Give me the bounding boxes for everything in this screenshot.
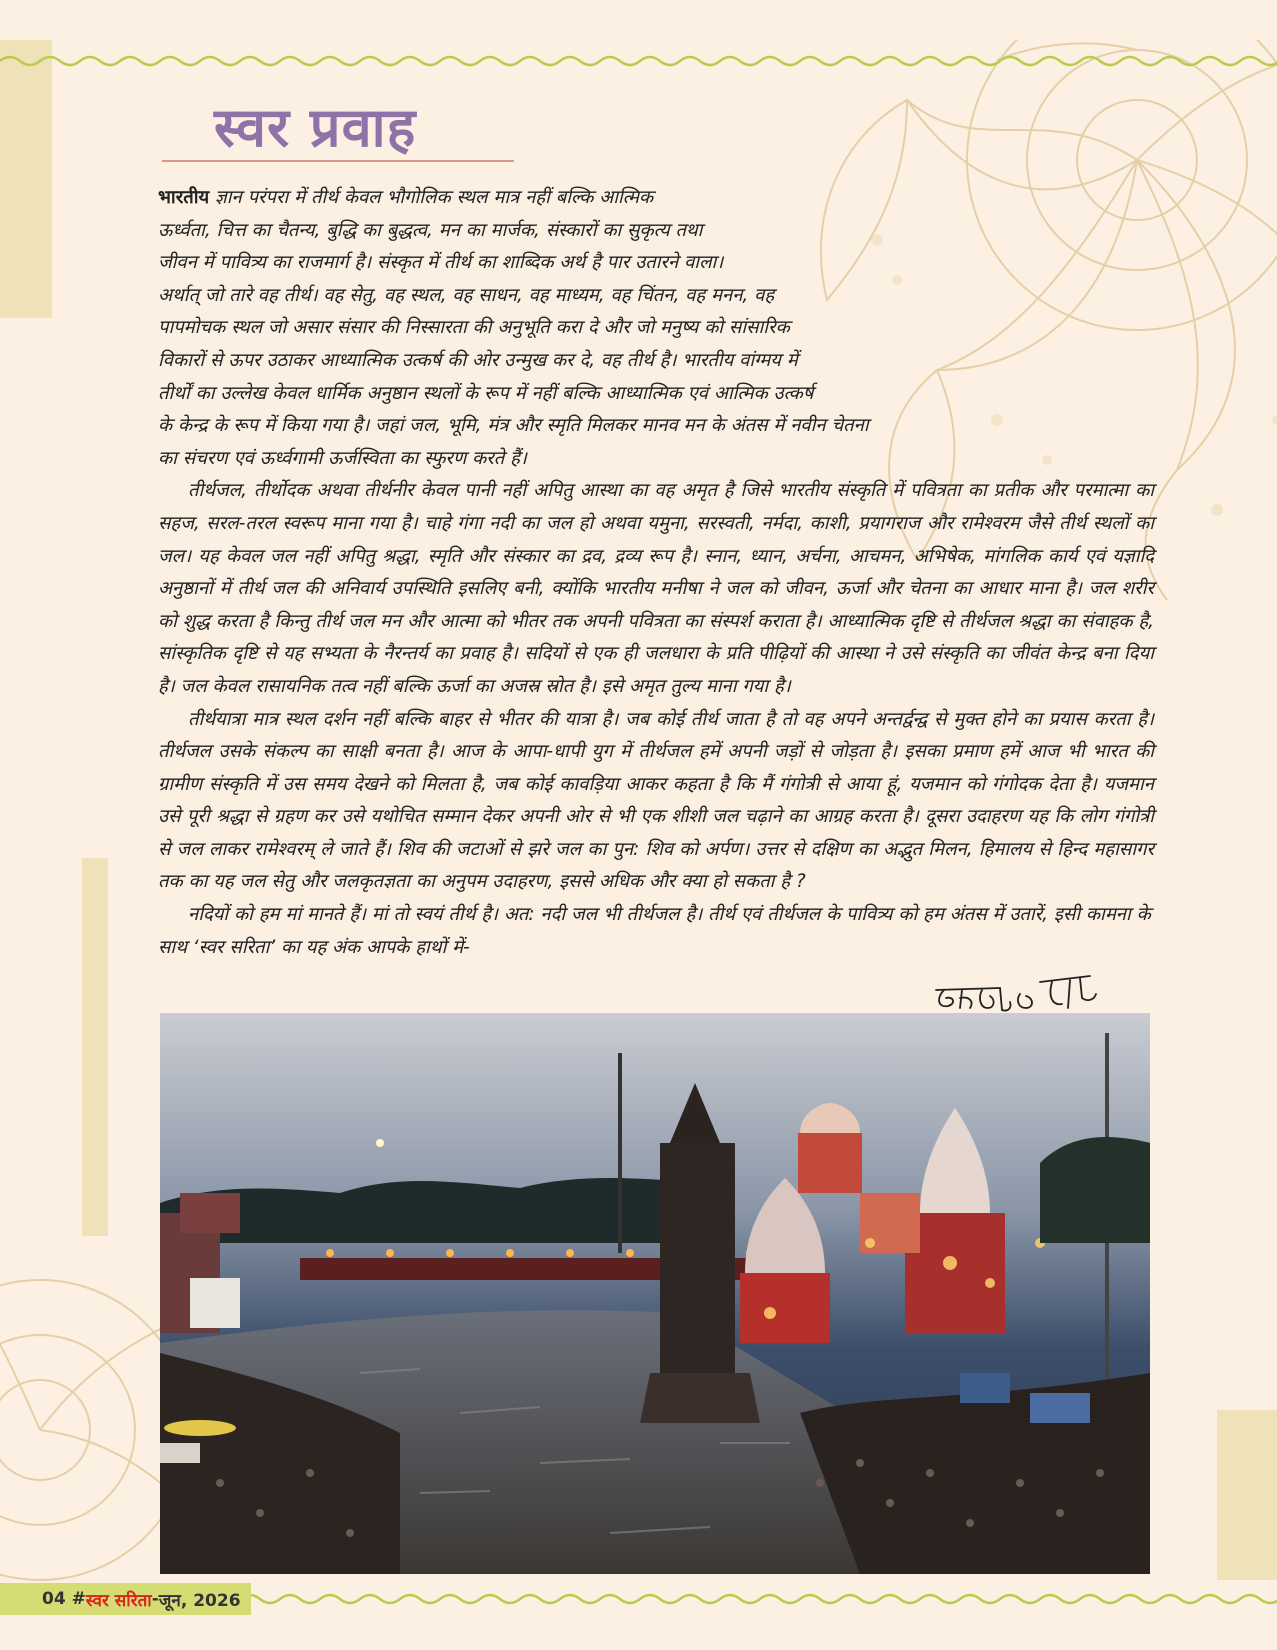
intro-line: तीर्थों का उल्लेख केवल धार्मिक अनुष्ठान स्थलों के रूप में नहीं बल्कि आध्यात्मिक एवं आत्मिक उत्कर्ष (158, 382, 814, 404)
decorative-strip-left (0, 40, 52, 318)
article-paragraph-3: तीर्थयात्रा मात्र स्थल दर्शन नहीं बल्कि बाहर से भीतर की यात्रा है। जब कोई तीर्थ जाता है तो वह अपने अन्तर्द्वन्द्व से मुक्त होने का प्रयास करता है। तीर्थजल उसके संकल्प का साक्षी बनता है। आज के आपा-धापी युग में तीर्थजल हमें अपनी जड़ों से जोड़ता है। इसका प्रमाण हमें आज भी भारत की ग्रामीण संस्कृति में उस समय देखने को मिलता है, जब कोई कावड़िया आकर कहता है कि मैं गंगोत्री से आया हूं, यजमान को गंगोदक देता है। यजमान उसे पूरी श्रद्धा से ग्रहण कर उसे यथोचित सम्मान देकर अपनी ओर से भी एक शीशी जल चढ़ाने का आग्रह करता है। दूसरा उदाहरण यह कि लोग गंगोत्री से जल लाकर रामेश्वरम् ले जाते हैं। शिव की जटाओं से झरे जल का पुन: शिव को अर्पण। उत्तर से दक्षिण का अद्भुत मिलन, हिमालय से हिन्द महासागर तक का यह जल सेतु और जलकृतज्ञता का अनुपम उदाहरण, इससे अधिक और क्या हो सकता है ? (158, 708, 1154, 893)
magazine-name: स्वर सरिता (85, 1590, 152, 1611)
intro-line: के केन्द्र के रूप में किया गया है। जहां जल, भूमि, मंत्र और स्मृति मिलकर मानव मन के अंतस में नवीन चेतना (158, 415, 869, 437)
page-title: स्वर प्रवाह (214, 95, 417, 159)
intro-line: अर्थात् जो तारे वह तीर्थ। वह सेतु, वह स्थल, वह साधन, वह माध्यम, वह चिंतन, वह मनन, वह (158, 284, 775, 306)
page-number: 04 # (42, 1589, 86, 1609)
footer-separator: - (151, 1589, 159, 1609)
intro-line: पापमोचक स्थल जो असार संसार की निस्सारता की अनुभूति करा दे और जो मनुष्य को सांसारिक (158, 317, 790, 339)
title-underline (162, 160, 514, 162)
intro-line: का संचरण एवं ऊर्ध्वगामी ऊर्जस्विता का स्फुरण करते हैं। (158, 447, 527, 469)
lead-word: भारतीय (158, 187, 210, 208)
article-paragraph-4: नदियों को हम मां मानते हैं। मां तो स्वयं तीर्थ है। अत: नदी जल भी तीर्थजल है। तीर्थ एवं तीर्थजल के पावित्र्य को हम अंतस में उतारें, इसी कामना के साथ ‘स्वर सरिता’ का यह अंक आपके हाथों में- (158, 904, 1151, 958)
article-body (158, 182, 1154, 964)
intro-line (158, 182, 1154, 215)
intro-line: ऊर्ध्वता, चित्त का चैतन्य, बुद्धि का बुद्धत्व, मन का मार्जक, संस्कारों का सुकृत्य तथा (158, 219, 703, 241)
decorative-strip-bottom-right (1217, 1410, 1277, 1580)
intro-line-text: ज्ञान परंपरा में तीर्थ केवल भौगोलिक स्थल मात्र नहीं बल्कि आत्मिक (209, 187, 654, 208)
page-footer (0, 1583, 251, 1615)
decorative-strip-mid (82, 858, 108, 1236)
ghat-photo (160, 1013, 1150, 1574)
intro-line: जीवन में पावित्र्य का राजमार्ग है। संस्कृत में तीर्थ का शाब्दिक अर्थ है पार उतारने वाला। (158, 252, 724, 274)
intro-line: विकारों से ऊपर उठाकर आध्यात्मिक उत्कर्ष की ओर उन्मुख कर दे, वह तीर्थ है। भारतीय वांग्मय में (158, 349, 798, 371)
issue-date: जून, 2026 (158, 1590, 241, 1611)
article-paragraph-2: तीर्थजल, तीर्थोदक अथवा तीर्थनीर केवल पानी नहीं अपितु आस्था का वह अमृत है जिसे भारतीय संस्कृति में पवित्रता का प्रतीक और परमात्मा का सहज, सरल-तरल स्वरूप माना गया है। चाहे गंगा नदी का जल हो अथवा यमुना, सरस्वती, नर्मदा, काशी, प्रयागराज और रामेश्वरम जैसे तीर्थ स्थलों का जल। यह केवल जल नहीं अपितु श्रद्धा, स्मृति और संस्कार का द्रव, द्रव्य रूप है। स्नान, ध्यान, अर्चना, आचमन, अभिषेक, मांगलिक कार्य एवं यज्ञादि अनुष्ठानों में तीर्थ जल की अनिवार्य उपस्थिति इसलिए बनी, क्योंकि भारतीय मनीषा ने जल को जीवन, ऊर्जा और चेतना का आधार माना है। जल शरीर को शुद्ध करता है किन्तु तीर्थ जल मन और आत्मा को भीतर तक अपनी पवित्रता का संस्पर्श कराता है। आध्यात्मिक दृष्टि से तीर्थजल श्रद्धा का संवाहक है, सांस्कृतिक दृष्टि से यह सभ्यता के नैरन्तर्य का प्रवाह है। सदियों से एक ही जलधारा के प्रति पीढ़ियों की आस्था ने उसे संस्कृति का जीवंत केन्द्र बना दिया है। जल केवल रासायनिक तत्व नहीं बल्कि ऊर्जा का अजस्र स्रोत है। इसे अमृत तुल्य माना गया है। (158, 480, 1154, 697)
wavy-border-top (0, 53, 1277, 69)
article-intro (158, 182, 1154, 475)
